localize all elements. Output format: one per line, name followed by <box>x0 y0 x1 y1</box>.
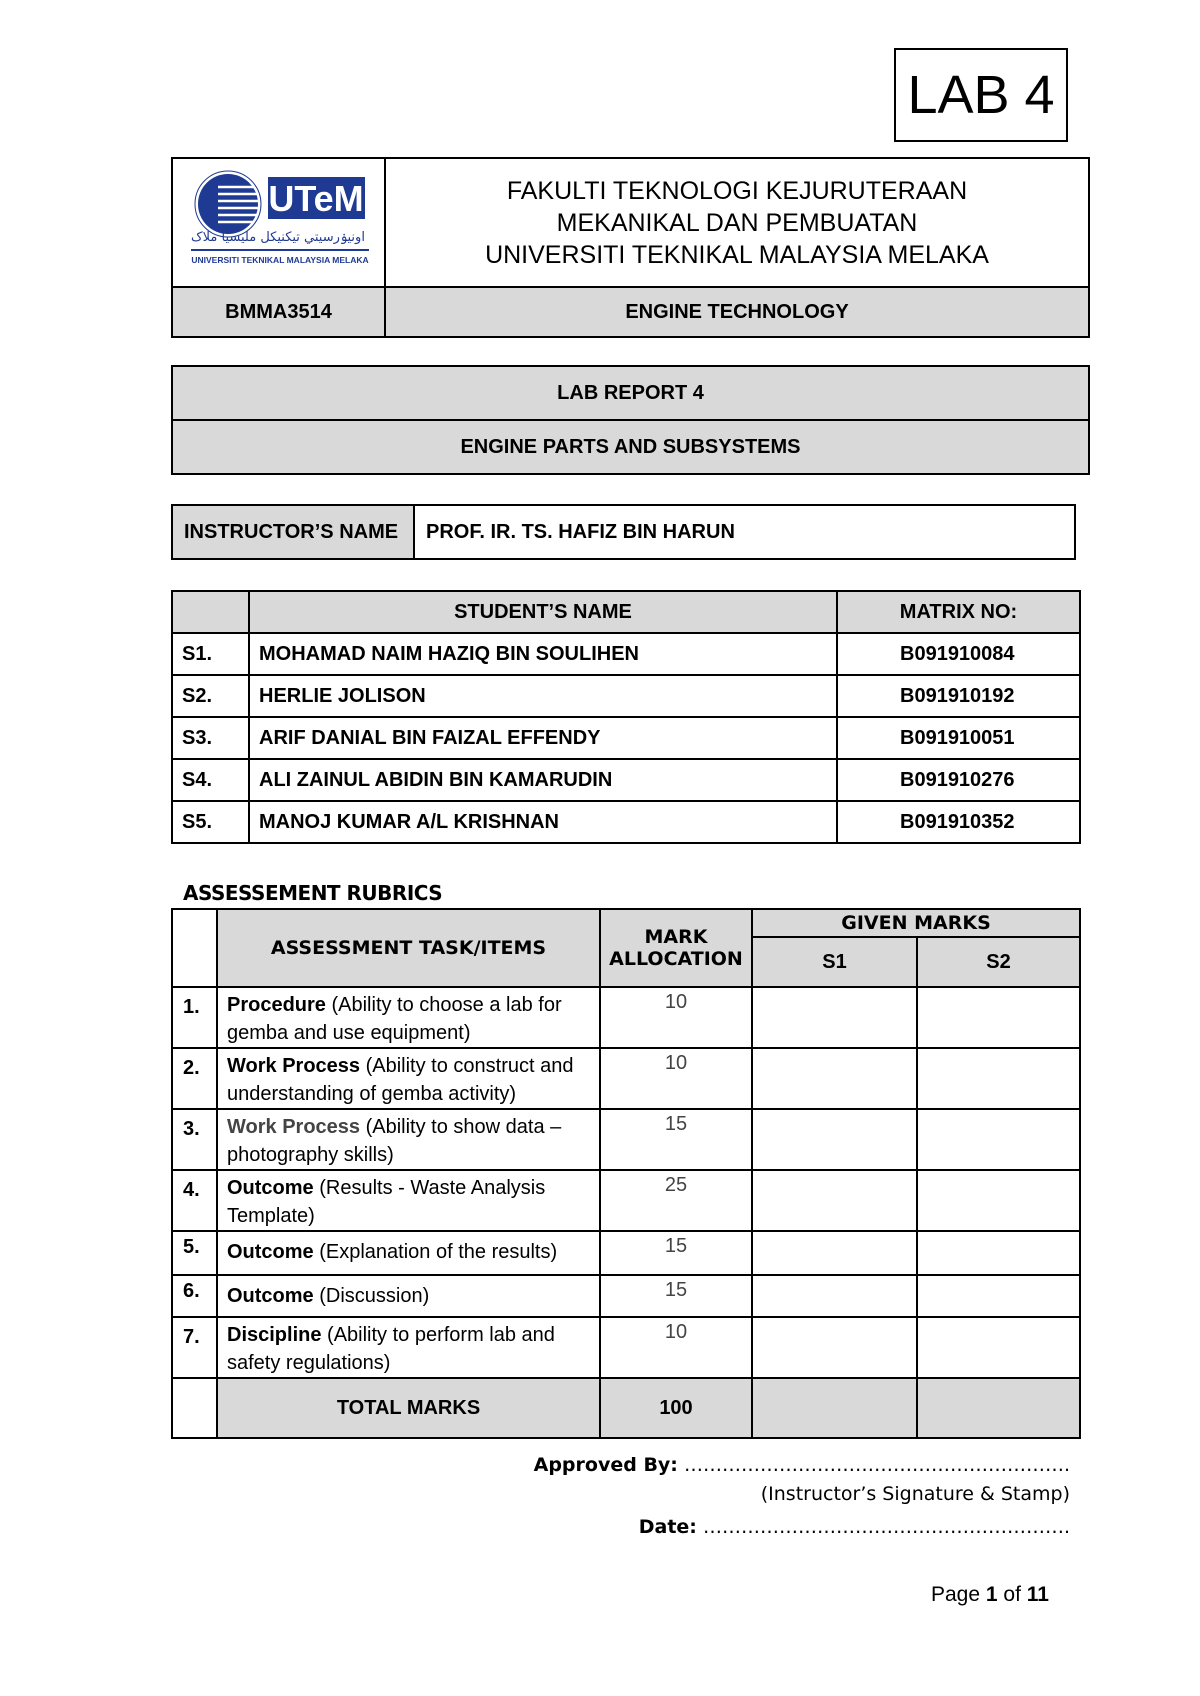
rubric-table <box>171 908 1081 1439</box>
matrix-header: MATRIX NO: <box>837 591 1080 633</box>
s1-mark-cell[interactable] <box>752 987 917 1048</box>
report-subtitle: ENGINE PARTS AND SUBSYSTEMS <box>172 420 1089 474</box>
student-id-header <box>172 591 249 633</box>
student-name: ARIF DANIAL BIN FAIZAL EFFENDY <box>249 717 837 759</box>
s1-total-cell[interactable] <box>752 1378 917 1438</box>
total-value: 100 <box>600 1378 752 1438</box>
task-header: ASSESSMENT TASK/ITEMS <box>217 909 600 987</box>
s2-mark-cell[interactable] <box>917 1275 1080 1317</box>
rubric-item-num: 4. <box>172 1170 217 1231</box>
lab-label: LAB 4 <box>894 48 1068 142</box>
rubric-item-num: 1. <box>172 987 217 1048</box>
rubric-item-task: Outcome (Explanation of the results) <box>217 1231 600 1275</box>
s2-mark-cell[interactable] <box>917 1231 1080 1275</box>
s1-mark-cell[interactable] <box>752 1231 917 1275</box>
student-id: S1. <box>172 633 249 675</box>
student-id: S2. <box>172 675 249 717</box>
rubric-item-mark: 15 <box>600 1109 752 1170</box>
course-code: BMMA3514 <box>172 287 385 337</box>
s2-mark-cell[interactable] <box>917 1170 1080 1231</box>
rubric-item-num: 7. <box>172 1317 217 1378</box>
date-line <box>639 1516 1070 1538</box>
total-label: TOTAL MARKS <box>217 1378 600 1438</box>
logo-cell <box>172 158 385 287</box>
approved-by-line <box>534 1454 1070 1476</box>
rubric-item-mark: 10 <box>600 1317 752 1378</box>
student-matrix: B091910352 <box>837 801 1080 843</box>
s2-mark-cell[interactable] <box>917 1317 1080 1378</box>
globe-icon <box>198 174 258 234</box>
table-row <box>172 1048 1080 1109</box>
student-name-header: STUDENT’S NAME <box>249 591 837 633</box>
student-id: S4. <box>172 759 249 801</box>
table-row <box>172 633 1080 675</box>
approved-label: Approved By: <box>533 1454 678 1476</box>
table-row <box>172 675 1080 717</box>
s2-total-cell[interactable] <box>917 1378 1080 1438</box>
total-row <box>172 1378 1080 1438</box>
svg-text:UTeM: UTeM <box>268 178 364 219</box>
s1-mark-cell[interactable] <box>752 1170 917 1231</box>
student-matrix: B091910084 <box>837 633 1080 675</box>
table-row <box>172 1275 1080 1317</box>
table-row <box>172 1231 1080 1275</box>
page-current: 1 <box>985 1583 998 1606</box>
rubric-item-task: Outcome (Discussion) <box>217 1275 600 1317</box>
student-name: ALI ZAINUL ABIDIN BIN KAMARUDIN <box>249 759 837 801</box>
student-matrix: B091910051 <box>837 717 1080 759</box>
s1-mark-cell[interactable] <box>752 1048 917 1109</box>
instructor-table <box>171 504 1076 560</box>
rubric-item-mark: 10 <box>600 1048 752 1109</box>
table-row <box>172 801 1080 843</box>
rubric-item-mark: 15 <box>600 1231 752 1275</box>
faculty-cell <box>385 158 1089 287</box>
rubric-item-task: Work Process (Ability to show data – photography skills) <box>217 1109 600 1170</box>
approved-dots[interactable]: ……………………………………………………. <box>683 1454 1070 1476</box>
s1-mark-cell[interactable] <box>752 1109 917 1170</box>
page-total: 11 <box>1026 1583 1049 1606</box>
signature-note: (Instructor’s Signature & Stamp) <box>760 1483 1070 1505</box>
total-num-cell <box>172 1378 217 1438</box>
table-row <box>172 1170 1080 1231</box>
rubric-item-task: Outcome (Results - Waste Analysis Template) <box>217 1170 600 1231</box>
course-name: ENGINE TECHNOLOGY <box>385 287 1089 337</box>
given-marks-header: GIVEN MARKS <box>752 909 1080 937</box>
rubric-item-mark: 25 <box>600 1170 752 1231</box>
rubric-item-num: 6. <box>172 1275 217 1317</box>
mark-allocation-header <box>600 909 752 987</box>
s2-mark-cell[interactable] <box>917 987 1080 1048</box>
rubric-item-num: 3. <box>172 1109 217 1170</box>
table-row <box>172 1317 1080 1378</box>
rubric-item-mark: 15 <box>600 1275 752 1317</box>
s1-mark-cell[interactable] <box>752 1275 917 1317</box>
faculty-line-2: MEKANIKAL DAN PEMBUATAN <box>556 208 918 237</box>
s2-mark-cell[interactable] <box>917 1109 1080 1170</box>
instructor-name: PROF. IR. TS. HAFIZ BIN HARUN <box>414 505 1075 559</box>
rubric-item-mark: 10 <box>600 987 752 1048</box>
utem-logo <box>173 159 384 281</box>
s1-mark-cell[interactable] <box>752 1317 917 1378</box>
rubric-item-task: Procedure (Ability to choose a lab for gemba and use equipment) <box>217 987 600 1048</box>
student-id: S3. <box>172 717 249 759</box>
student-id: S5. <box>172 801 249 843</box>
page-number: Page 1 of 11 <box>931 1583 1049 1606</box>
svg-text:اونيۏرسيتي تيكنيكل مليسيا ملاک: اونيۏرسيتي تيكنيكل مليسيا ملاک <box>191 230 365 245</box>
rubric-item-num: 5. <box>172 1231 217 1275</box>
s2-header: S2 <box>917 937 1080 987</box>
header-table <box>171 157 1090 338</box>
table-row <box>172 717 1080 759</box>
rubric-item-task: Work Process (Ability to construct and understanding of gemba activity) <box>217 1048 600 1109</box>
student-table <box>171 590 1081 844</box>
faculty-line-3: UNIVERSITI TEKNIKAL MALAYSIA MELAKA <box>485 240 989 269</box>
s1-header: S1 <box>752 937 917 987</box>
student-matrix: B091910276 <box>837 759 1080 801</box>
s2-mark-cell[interactable] <box>917 1048 1080 1109</box>
table-row <box>172 987 1080 1048</box>
rubric-item-num: 2. <box>172 1048 217 1109</box>
faculty-line-1: FAKULTI TEKNOLOGI KEJURUTERAAN <box>506 176 968 205</box>
report-title: LAB REPORT 4 <box>172 366 1089 420</box>
student-name: MANOJ KUMAR A/L KRISHNAN <box>249 801 837 843</box>
student-name: HERLIE JOLISON <box>249 675 837 717</box>
rubric-title: ASSESSEMENT RUBRICS <box>183 881 443 905</box>
mark-header-line-2: ALLOCATION <box>609 948 743 970</box>
rubric-item-task: Discipline (Ability to perform lab and safety regulations) <box>217 1317 600 1378</box>
date-label: Date: <box>638 1516 697 1538</box>
table-row <box>172 1109 1080 1170</box>
date-dots[interactable]: …………………………………………………. <box>702 1516 1070 1538</box>
instructor-label: INSTRUCTOR’S NAME <box>172 505 414 559</box>
svg-text:UNIVERSITI TEKNIKAL MALAYSIA M: UNIVERSITI TEKNIKAL MALAYSIA MELAKA <box>191 255 369 265</box>
student-matrix: B091910192 <box>837 675 1080 717</box>
mark-header-line-1: MARK <box>644 926 708 948</box>
report-title-table <box>171 365 1090 475</box>
table-row <box>172 759 1080 801</box>
student-name: MOHAMAD NAIM HAZIQ BIN SOULIHEN <box>249 633 837 675</box>
rubric-num-header <box>172 909 217 987</box>
